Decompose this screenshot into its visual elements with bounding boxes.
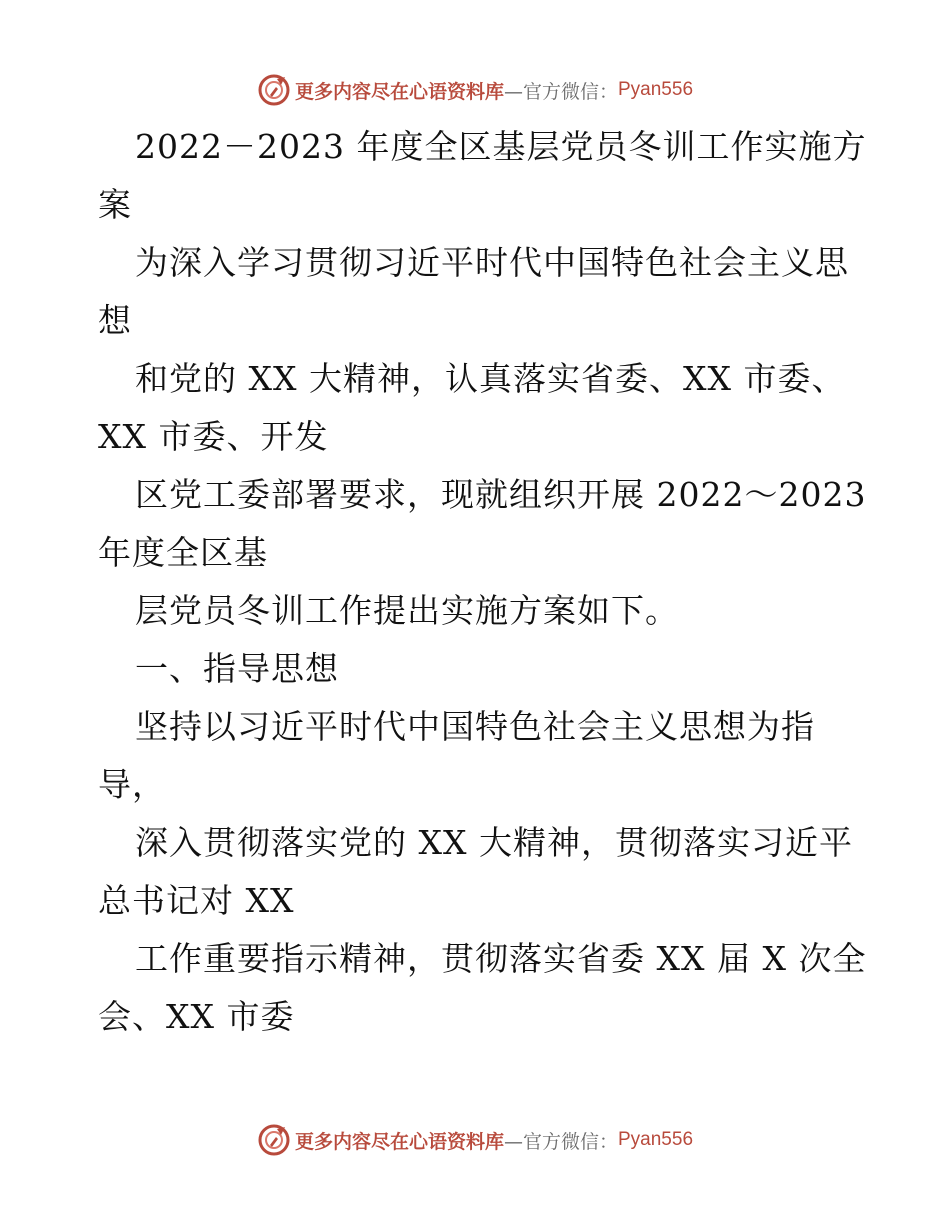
watermark-separator: —官方微信：: [503, 1130, 618, 1153]
text-line: 总书记对 XX: [98, 881, 295, 920]
text-line: XX 市委、开发: [98, 417, 329, 456]
text-line: 会、XX 市委: [98, 997, 295, 1036]
text-line: 想: [98, 301, 132, 340]
watermark-account: Pyan556: [618, 79, 694, 100]
text-line: 导，: [98, 765, 166, 804]
text-line: 年度全区基: [98, 533, 268, 572]
watermark-text: 更多内容尽在心语资料库: [294, 80, 504, 103]
text-line: 一、指导思想: [135, 649, 339, 688]
text-line: 坚持以习近平时代中国特色社会主义思想为指: [135, 707, 815, 746]
document-body: [98, 118, 867, 1046]
text-line: 深入贯彻落实党的 XX 大精神，贯彻落实习近平: [135, 823, 853, 862]
watermark-account: Pyan556: [618, 1129, 694, 1150]
text-line: 区党工委部署要求，现就组织开展 2022～2023: [135, 475, 867, 514]
watermark-text: 更多内容尽在心语资料库: [294, 1130, 504, 1153]
text-line: 2022－2023 年度全区基层党员冬训工作实施方: [135, 127, 867, 166]
text-line: 案: [98, 185, 132, 224]
watermark-separator: —官方微信：: [503, 80, 618, 103]
text-line: 工作重要指示精神，贯彻落实省委 XX 届 X 次全: [135, 939, 867, 978]
text-line: 和党的 XX 大精神，认真落实省委、XX 市委、: [135, 359, 846, 398]
watermark-header: [0, 70, 950, 110]
watermark-footer: [0, 1120, 950, 1160]
text-line: 为深入学习贯彻习近平时代中国特色社会主义思: [135, 243, 849, 282]
logo-icon: [257, 1123, 291, 1157]
logo-icon: [257, 73, 291, 107]
text-line: 层党员冬训工作提出实施方案如下。: [135, 591, 679, 630]
